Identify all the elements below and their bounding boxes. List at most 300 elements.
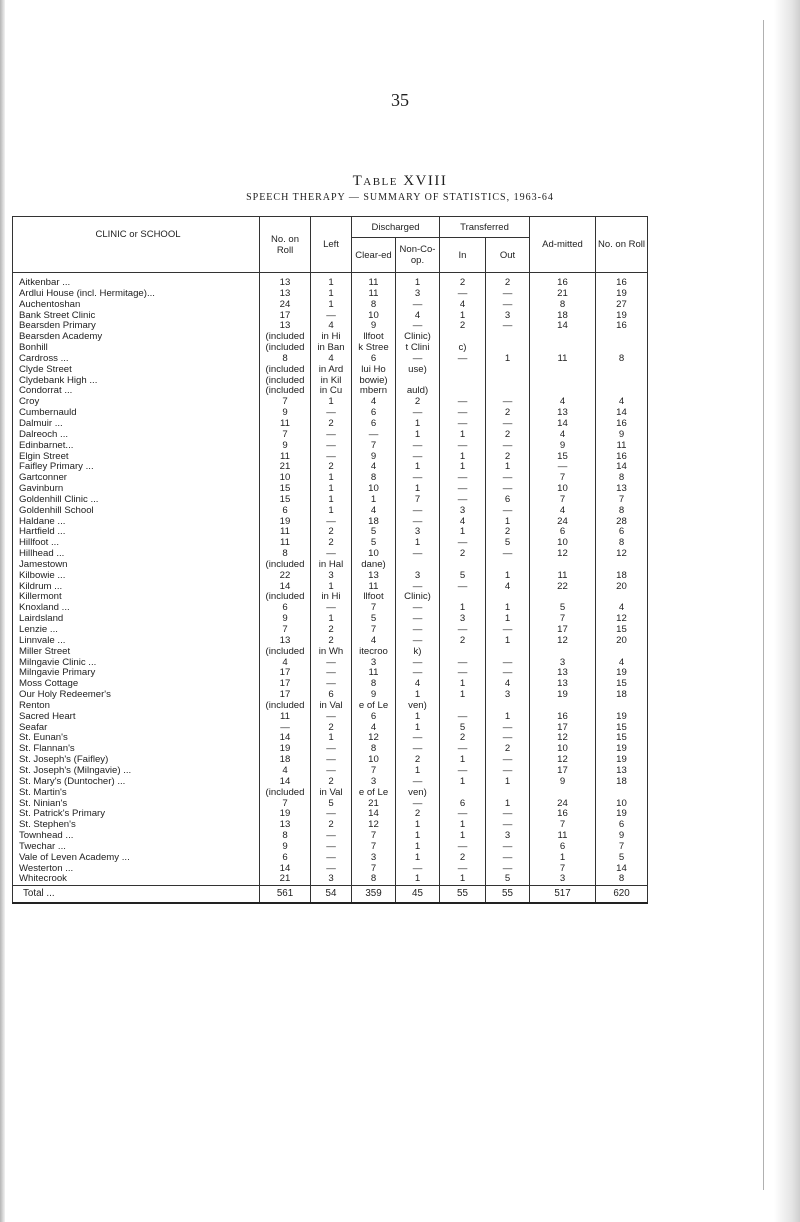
table-row xyxy=(13,614,648,625)
table-row xyxy=(13,733,648,744)
cell-out: — xyxy=(486,506,530,517)
cell-cleared: 13 xyxy=(352,571,396,582)
cell-no-on-roll: 13 xyxy=(260,289,311,300)
cell-clinic-name: Knoxland ... xyxy=(13,603,260,614)
cell-clinic-name: St. Mary's (Duntocher) ... xyxy=(13,777,260,788)
cell-left: — xyxy=(311,755,352,766)
cell-no-on-roll-end xyxy=(596,386,648,397)
cell-left: in Hi xyxy=(311,332,352,343)
cell-clinic-name: Condorrat ... xyxy=(13,386,260,397)
cell-in: — xyxy=(440,864,486,875)
cell-out xyxy=(486,788,530,799)
cell-in xyxy=(440,560,486,571)
cell-no-on-roll: (included xyxy=(260,343,311,354)
cell-out: 4 xyxy=(486,679,530,690)
table-body xyxy=(13,273,648,886)
table-row xyxy=(13,853,648,864)
table-row xyxy=(13,603,648,614)
cell-cleared: mbern xyxy=(352,386,396,397)
cell-cleared: 11 xyxy=(352,289,396,300)
cell-non-coop: — xyxy=(396,582,440,593)
cell-clinic-name: Seafar xyxy=(13,723,260,734)
cell-admitted: 10 xyxy=(530,744,596,755)
cell-no-on-roll-end: 8 xyxy=(596,506,648,517)
cell-clinic-name: Linnvale ... xyxy=(13,636,260,647)
cell-admitted: 7 xyxy=(530,614,596,625)
cell-admitted: 1 xyxy=(530,853,596,864)
cell-left: 1 xyxy=(311,397,352,408)
cell-no-on-roll-end: 12 xyxy=(596,549,648,560)
cell-non-coop xyxy=(396,560,440,571)
cell-admitted: — xyxy=(530,462,596,473)
cell-no-on-roll: 14 xyxy=(260,582,311,593)
cell-out: 5 xyxy=(486,538,530,549)
cell-admitted xyxy=(530,365,596,376)
cell-clinic-name: Cardross ... xyxy=(13,354,260,365)
cell-in: 4 xyxy=(440,517,486,528)
total-cleared: 359 xyxy=(352,886,396,904)
cell-in: — xyxy=(440,658,486,669)
cell-in xyxy=(440,701,486,712)
cell-in: 4 xyxy=(440,300,486,311)
cell-no-on-roll: (included xyxy=(260,332,311,343)
cell-cleared: 8 xyxy=(352,744,396,755)
cell-no-on-roll-end: 14 xyxy=(596,864,648,875)
cell-no-on-roll-end xyxy=(596,701,648,712)
cell-in xyxy=(440,386,486,397)
cell-admitted: 9 xyxy=(530,441,596,452)
cell-cleared: 11 xyxy=(352,273,396,289)
cell-no-on-roll: 22 xyxy=(260,571,311,582)
cell-cleared: 7 xyxy=(352,864,396,875)
cell-clinic-name: St. Joseph's (Milngavie) ... xyxy=(13,766,260,777)
cell-cleared: 7 xyxy=(352,625,396,636)
cell-left: in Hal xyxy=(311,560,352,571)
cell-cleared: 4 xyxy=(352,723,396,734)
cell-no-on-roll: 15 xyxy=(260,495,311,506)
cell-admitted: 19 xyxy=(530,690,596,701)
cell-out: 2 xyxy=(486,273,530,289)
cell-no-on-roll-end: 16 xyxy=(596,452,648,463)
cell-cleared: 1 xyxy=(352,495,396,506)
cell-cleared: e of Le xyxy=(352,701,396,712)
cell-out: 3 xyxy=(486,311,530,322)
cell-in: 2 xyxy=(440,853,486,864)
cell-no-on-roll-end: 27 xyxy=(596,300,648,311)
cell-cleared: 12 xyxy=(352,820,396,831)
cell-left: 5 xyxy=(311,799,352,810)
cell-non-coop: — xyxy=(396,506,440,517)
cell-non-coop: 3 xyxy=(396,289,440,300)
cell-cleared: dane) xyxy=(352,560,396,571)
total-left: 54 xyxy=(311,886,352,904)
table-row xyxy=(13,592,648,603)
cell-cleared: 4 xyxy=(352,462,396,473)
cell-no-on-roll: 6 xyxy=(260,603,311,614)
cell-in: — xyxy=(440,809,486,820)
cell-no-on-roll-end: 7 xyxy=(596,842,648,853)
cell-cleared: 6 xyxy=(352,712,396,723)
cell-non-coop: — xyxy=(396,668,440,679)
cell-admitted: 3 xyxy=(530,658,596,669)
cell-admitted: 12 xyxy=(530,733,596,744)
cell-in xyxy=(440,788,486,799)
cell-clinic-name: Dalmuir ... xyxy=(13,419,260,430)
header-left: Left xyxy=(311,217,352,273)
cell-cleared: 10 xyxy=(352,755,396,766)
cell-non-coop: — xyxy=(396,658,440,669)
cell-left: in Ban xyxy=(311,343,352,354)
cell-admitted: 7 xyxy=(530,864,596,875)
cell-admitted: 11 xyxy=(530,354,596,365)
cell-cleared: llfoot xyxy=(352,592,396,603)
header-row-top xyxy=(13,217,648,238)
cell-no-on-roll-end: 4 xyxy=(596,397,648,408)
cell-clinic-name: Twechar ... xyxy=(13,842,260,853)
cell-left: 2 xyxy=(311,462,352,473)
cell-out: 1 xyxy=(486,636,530,647)
cell-clinic-name: Whitecrook xyxy=(13,874,260,885)
table-row xyxy=(13,506,648,517)
cell-no-on-roll-end: 12 xyxy=(596,614,648,625)
cell-in: 1 xyxy=(440,690,486,701)
cell-no-on-roll-end: 15 xyxy=(596,625,648,636)
table-row xyxy=(13,354,648,365)
cell-admitted: 16 xyxy=(530,809,596,820)
cell-out: 2 xyxy=(486,744,530,755)
cell-no-on-roll-end: 11 xyxy=(596,441,648,452)
cell-left: 1 xyxy=(311,733,352,744)
cell-in: 2 xyxy=(440,273,486,289)
cell-no-on-roll-end: 19 xyxy=(596,289,648,300)
cell-admitted: 17 xyxy=(530,625,596,636)
cell-out xyxy=(486,592,530,603)
cell-in: — xyxy=(440,354,486,365)
table-row xyxy=(13,441,648,452)
cell-admitted: 6 xyxy=(530,842,596,853)
cell-in: 3 xyxy=(440,506,486,517)
cell-in: 1 xyxy=(440,527,486,538)
table-row xyxy=(13,690,648,701)
cell-no-on-roll: 24 xyxy=(260,300,311,311)
cell-no-on-roll-end: 16 xyxy=(596,321,648,332)
cell-out: 2 xyxy=(486,452,530,463)
cell-no-on-roll: 7 xyxy=(260,430,311,441)
cell-admitted xyxy=(530,332,596,343)
cell-in: 2 xyxy=(440,549,486,560)
table-row xyxy=(13,560,648,571)
header-no-on-roll: No. on Roll xyxy=(260,217,311,273)
cell-cleared: 7 xyxy=(352,441,396,452)
cell-non-coop: — xyxy=(396,744,440,755)
cell-clinic-name: Edinbarnet... xyxy=(13,441,260,452)
cell-no-on-roll-end: 6 xyxy=(596,820,648,831)
cell-non-coop: — xyxy=(396,864,440,875)
cell-non-coop: t Clini xyxy=(396,343,440,354)
cell-left: in Kil xyxy=(311,376,352,387)
cell-admitted: 4 xyxy=(530,506,596,517)
table-row xyxy=(13,582,648,593)
table-row xyxy=(13,365,648,376)
cell-in: 1 xyxy=(440,311,486,322)
cell-in: 2 xyxy=(440,636,486,647)
table-row xyxy=(13,788,648,799)
cell-clinic-name: St. Stephen's xyxy=(13,820,260,831)
table-row xyxy=(13,386,648,397)
cell-admitted: 22 xyxy=(530,582,596,593)
cell-non-coop: 1 xyxy=(396,820,440,831)
cell-admitted: 11 xyxy=(530,831,596,842)
cell-cleared: itecroo xyxy=(352,647,396,658)
cell-no-on-roll-end: 28 xyxy=(596,517,648,528)
cell-no-on-roll-end: 8 xyxy=(596,538,648,549)
cell-out xyxy=(486,343,530,354)
cell-clinic-name: Bearsden Primary xyxy=(13,321,260,332)
cell-clinic-name: St. Martin's xyxy=(13,788,260,799)
cell-left: 3 xyxy=(311,571,352,582)
cell-non-coop: — xyxy=(396,603,440,614)
table-row xyxy=(13,668,648,679)
cell-in: — xyxy=(440,408,486,419)
cell-no-on-roll: (included xyxy=(260,788,311,799)
cell-no-on-roll: 11 xyxy=(260,538,311,549)
cell-no-on-roll: 17 xyxy=(260,690,311,701)
table-row xyxy=(13,712,648,723)
cell-non-coop: 7 xyxy=(396,495,440,506)
cell-clinic-name: Westerton ... xyxy=(13,864,260,875)
cell-cleared: 3 xyxy=(352,853,396,864)
cell-out: 1 xyxy=(486,614,530,625)
cell-out: — xyxy=(486,809,530,820)
cell-left: 1 xyxy=(311,614,352,625)
cell-no-on-roll: 9 xyxy=(260,842,311,853)
cell-out: — xyxy=(486,842,530,853)
cell-clinic-name: Milngavie Clinic ... xyxy=(13,658,260,669)
cell-left: 2 xyxy=(311,419,352,430)
table-row xyxy=(13,273,648,289)
cell-left: — xyxy=(311,744,352,755)
cell-non-coop: ven) xyxy=(396,701,440,712)
cell-no-on-roll: (included xyxy=(260,376,311,387)
cell-no-on-roll-end: 13 xyxy=(596,484,648,495)
cell-admitted: 9 xyxy=(530,777,596,788)
cell-cleared: 8 xyxy=(352,300,396,311)
cell-left: — xyxy=(311,864,352,875)
cell-left: in Ard xyxy=(311,365,352,376)
table-row xyxy=(13,300,648,311)
cell-admitted: 7 xyxy=(530,820,596,831)
cell-admitted xyxy=(530,701,596,712)
cell-left: — xyxy=(311,549,352,560)
cell-left: — xyxy=(311,441,352,452)
cell-cleared: 6 xyxy=(352,408,396,419)
cell-no-on-roll: 9 xyxy=(260,408,311,419)
cell-left: 1 xyxy=(311,495,352,506)
cell-left: — xyxy=(311,842,352,853)
cell-out: 4 xyxy=(486,582,530,593)
table-row xyxy=(13,647,648,658)
cell-left: — xyxy=(311,430,352,441)
cell-non-coop: — xyxy=(396,473,440,484)
cell-in: — xyxy=(440,538,486,549)
cell-admitted: 7 xyxy=(530,495,596,506)
cell-admitted: 12 xyxy=(530,549,596,560)
cell-no-on-roll-end: 18 xyxy=(596,690,648,701)
cell-non-coop: 1 xyxy=(396,538,440,549)
cell-no-on-roll: — xyxy=(260,723,311,734)
cell-non-coop: auld) xyxy=(396,386,440,397)
cell-clinic-name: Ardlui House (incl. Hermitage)... xyxy=(13,289,260,300)
cell-admitted xyxy=(530,647,596,658)
cell-out: — xyxy=(486,668,530,679)
cell-admitted: 14 xyxy=(530,321,596,332)
cell-in: c) xyxy=(440,343,486,354)
cell-non-coop: — xyxy=(396,614,440,625)
cell-non-coop: — xyxy=(396,549,440,560)
table-title: Table XVIII xyxy=(352,173,448,189)
cell-no-on-roll-end: 4 xyxy=(596,603,648,614)
cell-out: 3 xyxy=(486,690,530,701)
table-row xyxy=(13,658,648,669)
cell-in: 1 xyxy=(440,603,486,614)
cell-no-on-roll-end: 20 xyxy=(596,582,648,593)
cell-in xyxy=(440,332,486,343)
cell-no-on-roll-end: 15 xyxy=(596,723,648,734)
cell-out: — xyxy=(486,473,530,484)
cell-no-on-roll-end xyxy=(596,647,648,658)
header-discharged: Discharged xyxy=(352,217,440,238)
cell-cleared: 4 xyxy=(352,506,396,517)
cell-in: — xyxy=(440,419,486,430)
cell-left: — xyxy=(311,679,352,690)
cell-no-on-roll-end: 8 xyxy=(596,473,648,484)
cell-no-on-roll: 8 xyxy=(260,354,311,365)
cell-out: 2 xyxy=(486,408,530,419)
cell-clinic-name: Goldenhill School xyxy=(13,506,260,517)
cell-clinic-name: Townhead ... xyxy=(13,831,260,842)
cell-left: — xyxy=(311,853,352,864)
cell-cleared: 18 xyxy=(352,517,396,528)
cell-non-coop: 2 xyxy=(396,809,440,820)
cell-admitted xyxy=(530,788,596,799)
cell-cleared: 5 xyxy=(352,538,396,549)
cell-in: 1 xyxy=(440,430,486,441)
cell-in xyxy=(440,592,486,603)
cell-no-on-roll-end xyxy=(596,560,648,571)
cell-cleared: 5 xyxy=(352,614,396,625)
table-row xyxy=(13,766,648,777)
cell-admitted: 12 xyxy=(530,755,596,766)
cell-cleared: 6 xyxy=(352,419,396,430)
cell-no-on-roll-end: 20 xyxy=(596,636,648,647)
cell-non-coop: ven) xyxy=(396,788,440,799)
cell-no-on-roll: 19 xyxy=(260,744,311,755)
cell-no-on-roll: 14 xyxy=(260,864,311,875)
cell-admitted: 17 xyxy=(530,723,596,734)
cell-clinic-name: Lairdsland xyxy=(13,614,260,625)
cell-in: — xyxy=(440,397,486,408)
cell-in: — xyxy=(440,289,486,300)
cell-admitted: 6 xyxy=(530,527,596,538)
table-row xyxy=(13,755,648,766)
cell-admitted: 21 xyxy=(530,289,596,300)
cell-cleared: 14 xyxy=(352,809,396,820)
cell-clinic-name: Hillhead ... xyxy=(13,549,260,560)
cell-out: — xyxy=(486,820,530,831)
cell-no-on-roll-end: 6 xyxy=(596,527,648,538)
cell-clinic-name: Cumbernauld xyxy=(13,408,260,419)
cell-no-on-roll: 11 xyxy=(260,527,311,538)
cell-non-coop: 1 xyxy=(396,430,440,441)
cell-cleared: lui Ho xyxy=(352,365,396,376)
cell-no-on-roll-end: 13 xyxy=(596,766,648,777)
cell-admitted xyxy=(530,386,596,397)
cell-clinic-name: Hillfoot ... xyxy=(13,538,260,549)
cell-cleared: 5 xyxy=(352,527,396,538)
cell-cleared: llfoot xyxy=(352,332,396,343)
cell-admitted: 13 xyxy=(530,408,596,419)
cell-clinic-name: Auchentoshan xyxy=(13,300,260,311)
cell-no-on-roll: 10 xyxy=(260,473,311,484)
cell-out: — xyxy=(486,321,530,332)
cell-no-on-roll: (included xyxy=(260,647,311,658)
cell-non-coop: — xyxy=(396,777,440,788)
cell-non-coop: — xyxy=(396,321,440,332)
cell-in: 1 xyxy=(440,452,486,463)
table-row xyxy=(13,571,648,582)
cell-out: 1 xyxy=(486,603,530,614)
page-number: 35 xyxy=(391,90,409,110)
cell-in: — xyxy=(440,582,486,593)
cell-no-on-roll: 7 xyxy=(260,397,311,408)
cell-clinic-name: Elgin Street xyxy=(13,452,260,463)
cell-non-coop: — xyxy=(396,300,440,311)
total-no-on-roll-end: 620 xyxy=(596,886,648,904)
cell-clinic-name: Bearsden Academy xyxy=(13,332,260,343)
cell-in xyxy=(440,376,486,387)
cell-out: 6 xyxy=(486,495,530,506)
cell-left: 1 xyxy=(311,506,352,517)
table-row xyxy=(13,820,648,831)
cell-no-on-roll: 13 xyxy=(260,636,311,647)
cell-no-on-roll: 6 xyxy=(260,506,311,517)
cell-left: in Hi xyxy=(311,592,352,603)
cell-admitted: 16 xyxy=(530,273,596,289)
cell-left: — xyxy=(311,603,352,614)
cell-clinic-name: Miller Street xyxy=(13,647,260,658)
header-non-coop: Non-Co-op. xyxy=(396,238,440,273)
cell-out: — xyxy=(486,864,530,875)
cell-out: 1 xyxy=(486,517,530,528)
cell-left: 4 xyxy=(311,321,352,332)
cell-no-on-roll: 9 xyxy=(260,441,311,452)
cell-out xyxy=(486,560,530,571)
cell-non-coop: — xyxy=(396,799,440,810)
cell-out: — xyxy=(486,733,530,744)
cell-non-coop: 1 xyxy=(396,842,440,853)
cell-non-coop: 1 xyxy=(396,874,440,885)
cell-no-on-roll: (included xyxy=(260,592,311,603)
cell-cleared: 10 xyxy=(352,311,396,322)
cell-no-on-roll: 14 xyxy=(260,733,311,744)
cell-left: 1 xyxy=(311,582,352,593)
cell-admitted: 4 xyxy=(530,397,596,408)
cell-left: — xyxy=(311,658,352,669)
cell-no-on-roll-end: 18 xyxy=(596,571,648,582)
table-row xyxy=(13,636,648,647)
cell-left: — xyxy=(311,311,352,322)
cell-clinic-name: Our Holy Redeemer's xyxy=(13,690,260,701)
